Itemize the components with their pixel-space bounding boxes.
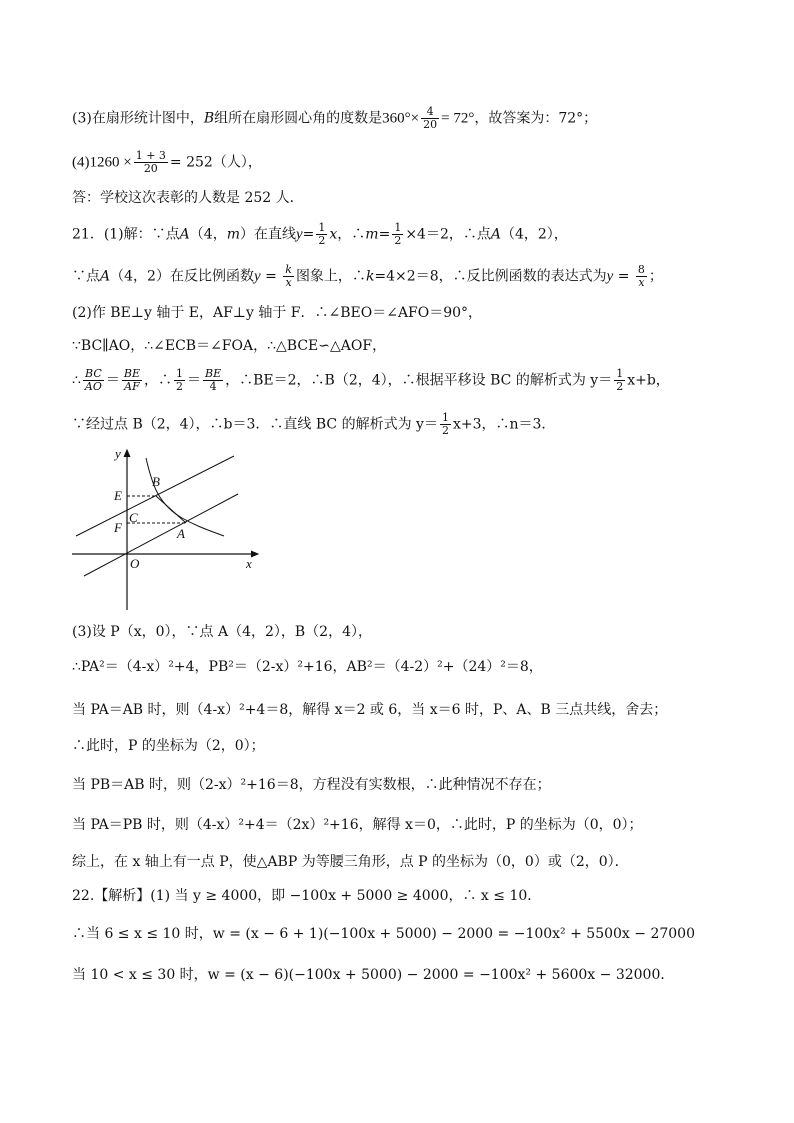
label-o: O — [130, 556, 140, 571]
fraction: $\frac{8}{x}$ — [637, 263, 645, 289]
q21-part3-line1: (3)设 P（x，0），∵点 A（4，2），B（2，4）， — [72, 624, 372, 640]
q21-part3-line2: ∴PA²＝（4-x）²+4，PB²＝（2-x）²+16，AB²＝（4-2）²+（24）²＝8， — [72, 659, 543, 675]
q21-part3-line7: 综上，在 x 轴上有一点 P，使△ABP 为等腰三角形，点 P 的坐标为（0，0）或（2，0）． — [72, 854, 629, 870]
label-b: B — [152, 474, 160, 489]
q21-part2-line1: (2)作 BE⊥y 轴于 E，AF⊥y 轴于 F．∴∠BEO＝∠AFO＝90°， — [72, 305, 483, 321]
q21-part3-line4: ∴此时，P 的坐标为（2，0）； — [72, 738, 265, 754]
q21-part1-line2: ∵点A（4，2）在反比例函数y = $\frac{k}{x}$ 图象上，∴k=4×2＝8，∴反比例函数的表达式为y = $\frac{8}{x}$ ； — [72, 263, 663, 289]
coordinate-figure — [66, 444, 266, 614]
q22-line1: 22.【解析】(1) 当 y ≥ 4000，即 −100x + 5000 ≥ 4000，∴ x ≤ 10． — [72, 888, 542, 904]
q21-part2-line4: ∵经过点 B（2，4），∴b＝3．∴直线 BC 的解析式为 y＝ $\frac{1}{2}$ x+3，∴n＝3． — [72, 411, 556, 437]
line-ao — [84, 494, 238, 576]
answer-3-line: (3)在扇形统计图中，B组所在扇形圆心角的度数是360°× $\frac{4}{20}$ = 72°，故答案为：72°； — [72, 105, 598, 131]
q22-line3: 当 10 < x ≤ 30 时，w = (x − 6)(−100x + 5000) − 2000 = −100x² + 5600x − 32000． — [72, 967, 675, 983]
answer-statement: 答：学校这次表彰的人数是 252 人． — [72, 190, 304, 206]
label-c: C — [129, 510, 138, 525]
answer-4-line: (4)1260 × $\frac{1 + 3}{20}$ = 252（人）， — [72, 149, 262, 175]
q21-part3-line6: 当 PA＝PB 时，则（4-x）²+4＝（2x）²+16，解得 x＝0，∴此时，P 的坐标为（0，0）； — [72, 817, 643, 833]
fraction: $\frac{4}{20}$ — [423, 105, 438, 131]
segment-ab — [156, 496, 186, 523]
fraction: $\frac{k}{x}$ — [285, 263, 292, 289]
label-y: y — [115, 446, 121, 461]
label-e: E — [114, 488, 122, 503]
q21-part1-line1: 21．(1)解：∵点A（4，m）在直线y= $\frac{1}{2}$ x，∴m= $\frac{1}{2}$ ×4＝2，∴点A（4，2）， — [72, 221, 568, 247]
fraction: $\frac{1}{2}$ — [318, 221, 326, 247]
q21-part2-line3: ∴ $\frac{BC}{AO}$ ＝ $\frac{BE}{AF}$ ，∴ $\frac{1}{2}$ ＝ $\frac{BE}{4}$ ，∴BE＝2，∴B（2，4），∴根据平移设 BC 的解析式为 y＝ $\frac{1}{2}$ x+b， — [72, 367, 670, 393]
q21-part3-line5: 当 PB＝AB 时，则（2-x）²+16＝8，方程没有实数根，∴此种情况不存在； — [72, 777, 551, 793]
label-x: x — [246, 556, 252, 571]
fraction: $\frac{1}{2}$ — [394, 221, 402, 247]
q21-part2-line2: ∵BC∥AO，∴∠ECB＝∠FOA，∴△BCE∽△AOF， — [72, 338, 387, 354]
q21-part3-line3: 当 PA＝AB 时，则（4-x）²+4＝8，解得 x＝2 或 6，当 x＝6 时，P、A、B 三点共线，舍去； — [72, 702, 668, 718]
q22-line2: ∴当 6 ≤ x ≤ 10 时，w = (x − 6 + 1)(−100x + 5000) − 2000 = −100x² + 5500x − 27000 — [72, 926, 695, 942]
label-a: A — [177, 526, 185, 541]
label-f: F — [114, 520, 122, 535]
fraction: $\frac{1 + 3}{20}$ — [135, 149, 166, 175]
